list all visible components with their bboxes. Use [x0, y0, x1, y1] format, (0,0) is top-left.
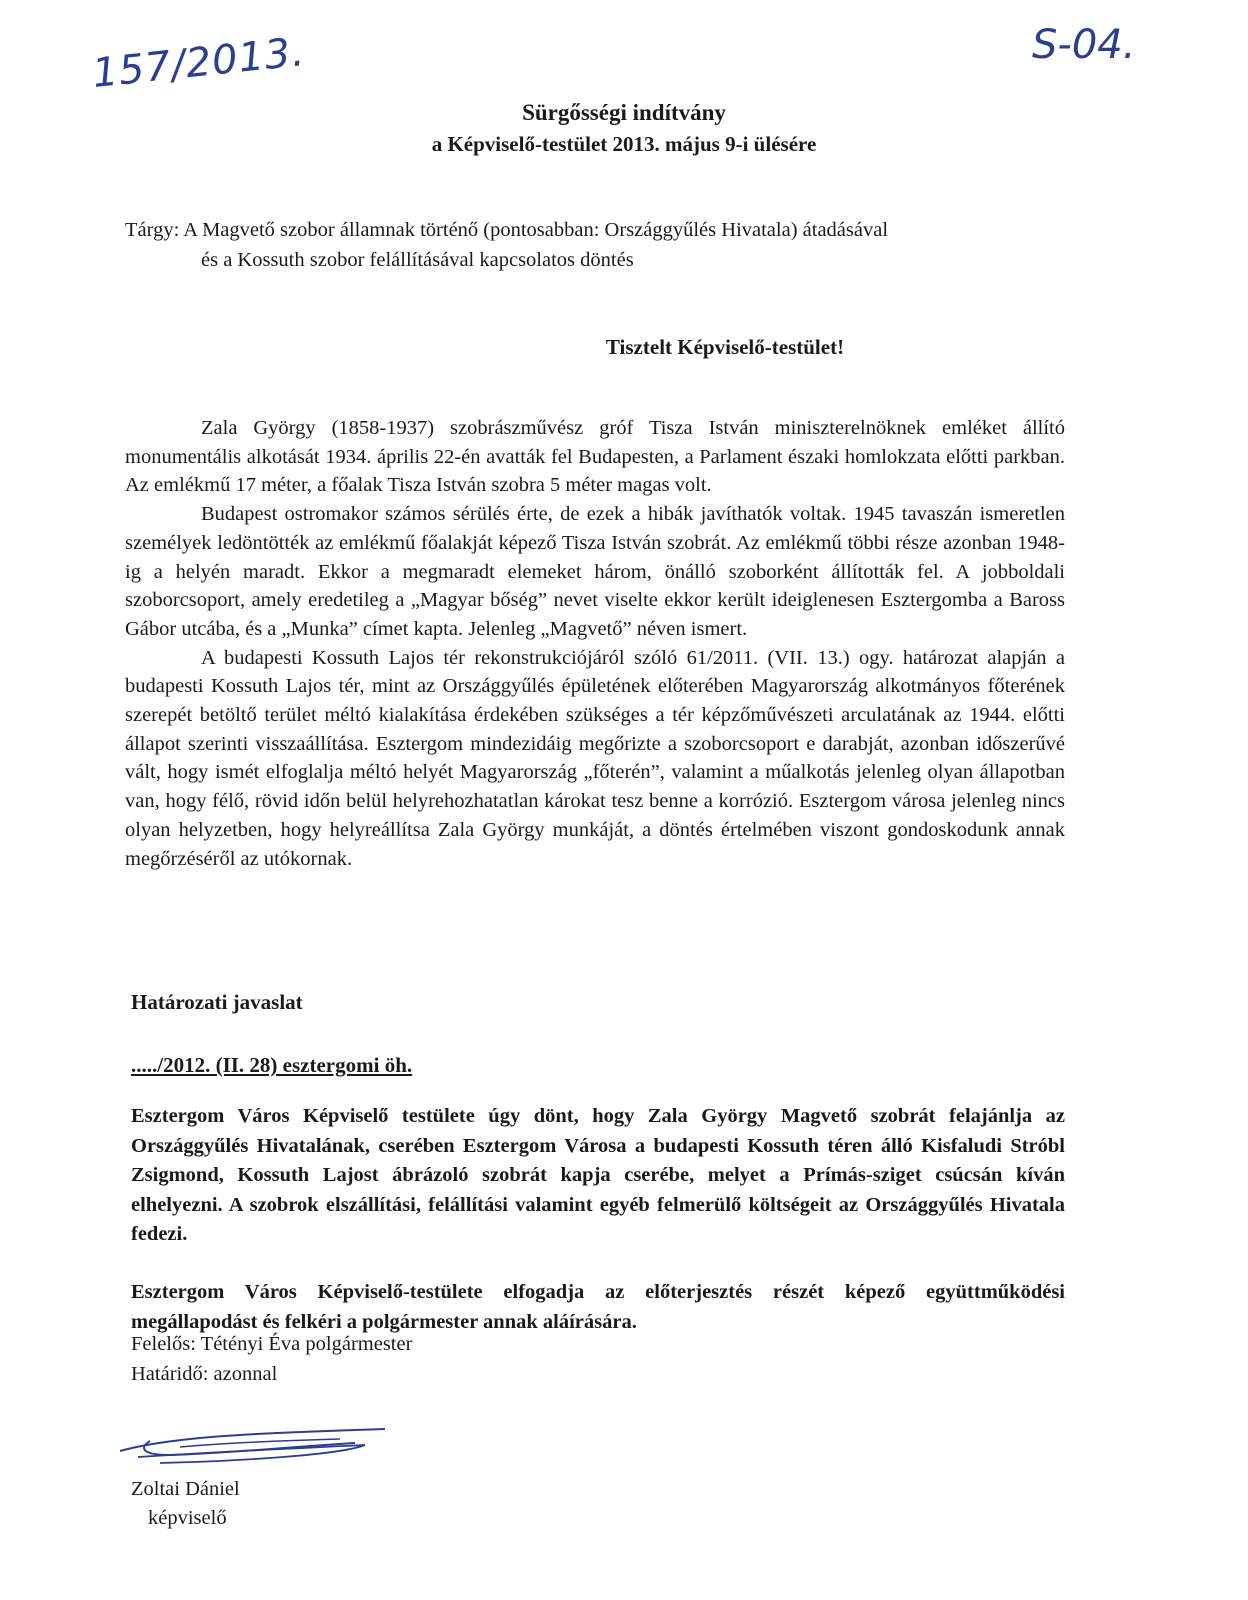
resolution-paragraph: Esztergom Város Képviselő-testülete elfogadja az előterjesztés részét képező együttműködési megállapodást és felkéri a polgármester annak aláírására. — [131, 1281, 1065, 1333]
responsible-line: Felelős: Tétényi Éva polgármester — [131, 1333, 413, 1355]
body-paragraph: A budapesti Kossuth Lajos tér rekonstrukciójáról szóló 61/2011. (VII. 13.) ogy. határozat alapján a budapesti Kossuth Lajos tér, mint az Országgyűlés épületének előterében Magyarország alkotmányos főterének szerepét betöltő terület méltó kialakítása érdekében szükséges a tér képzőművészeti arculatának az 1944. előtti állapot szerinti visszaállítása. Esztergom mindezidáig megőrizte a szoborcsoport e darabját, azonban időszerűvé vált, hogy ismét elfoglalja méltó helyét Magyarország „főterén”, valamint a műalkotás jelenleg olyan állapotban van, hogy félő, rövid időn belül helyrehozhatatlan károkat tesz benne a korrózió. Esztergom városa jelenleg nincs olyan helyzetben, hogy helyreállítsa Zala György munkáját, a döntés értelmében viszont gondoskodunk annak megőrzéséről az utókornak. — [125, 646, 1065, 870]
signature-scribble — [110, 1425, 410, 1471]
salutation: Tisztelt Képviselő-testület! — [605, 335, 845, 359]
body-paragraph: Budapest ostromakor számos sérülés érte, de ezek a hibák javíthatók voltak. 1945 tavaszán ismeretlen személyek ledöntötték az emlékmű főalakját képező Tisza István szobrát. Az emlékmű többi része azonban 1948-ig a helyén maradt. Ekkor a megmaradt elemeket három, önálló szoborként állították fel. A jobboldali szoborcsoport, amely eredetileg a „Magyar bőség” nevet viselte ekkor került ideiglenesen Esztergomba a Baross Gábor utcába, és a „Munka” címet kapta. Jelenleg „Magvető” néven ismert. — [125, 503, 1065, 640]
deadline-line: Határidő: azonnal — [131, 1363, 278, 1385]
body-paragraph: Zala György (1858-1937) szobrászművész gróf Tisza István miniszterelnöknek emléket állító monumentális alkotását 1934. április 22-én avatták fel Budapesten, a Parlament északi homlokzata előtti parkban. Az emlékmű 17 méter, a főalak Tisza István szobra 5 méter magas volt. — [125, 417, 1065, 497]
handwritten-document-number: 157/2013. — [90, 28, 308, 98]
body-text — [125, 414, 1065, 873]
handwritten-sheet-code: S-04. — [1032, 22, 1136, 68]
resolution-number: ...../2012. (II. 28) esztergomi öh. — [131, 1053, 413, 1077]
subject-line-1: Tárgy: A Magvető szobor államnak történő (pontosabban: Országgyűlés Hivatala) átadásával — [125, 219, 889, 241]
document-title: Sürgősségi indítvány — [522, 100, 726, 125]
document-subtitle: a Képviselő-testület 2013. május 9-i ülésére — [431, 132, 817, 156]
resolution-paragraph: Esztergom Város Képviselő testülete úgy dönt, hogy Zala György Magvető szobrát felajánlja az Országgyűlés Hivatalának, cserében Esztergom Városa a budapesti Kossuth téren álló Kisfaludi Stróbl Zsigmond, Kossuth Lajost ábrázoló szobrát kapja cserébe, melyet a Prímás-sziget csúcsán kíván elhelyezni. A szobrok elszállítási, felállítási valamint egyéb felmerülő költségeit az Országgyűlés Hivatala fedezi. — [131, 1105, 1065, 1245]
signer-name: Zoltai Dániel — [131, 1478, 240, 1500]
proposal-heading: Határozati javaslat — [131, 990, 303, 1014]
signer-title: képviselő — [148, 1507, 227, 1529]
subject-line-2: és a Kossuth szobor felállításával kapcsolatos döntés — [201, 249, 634, 271]
